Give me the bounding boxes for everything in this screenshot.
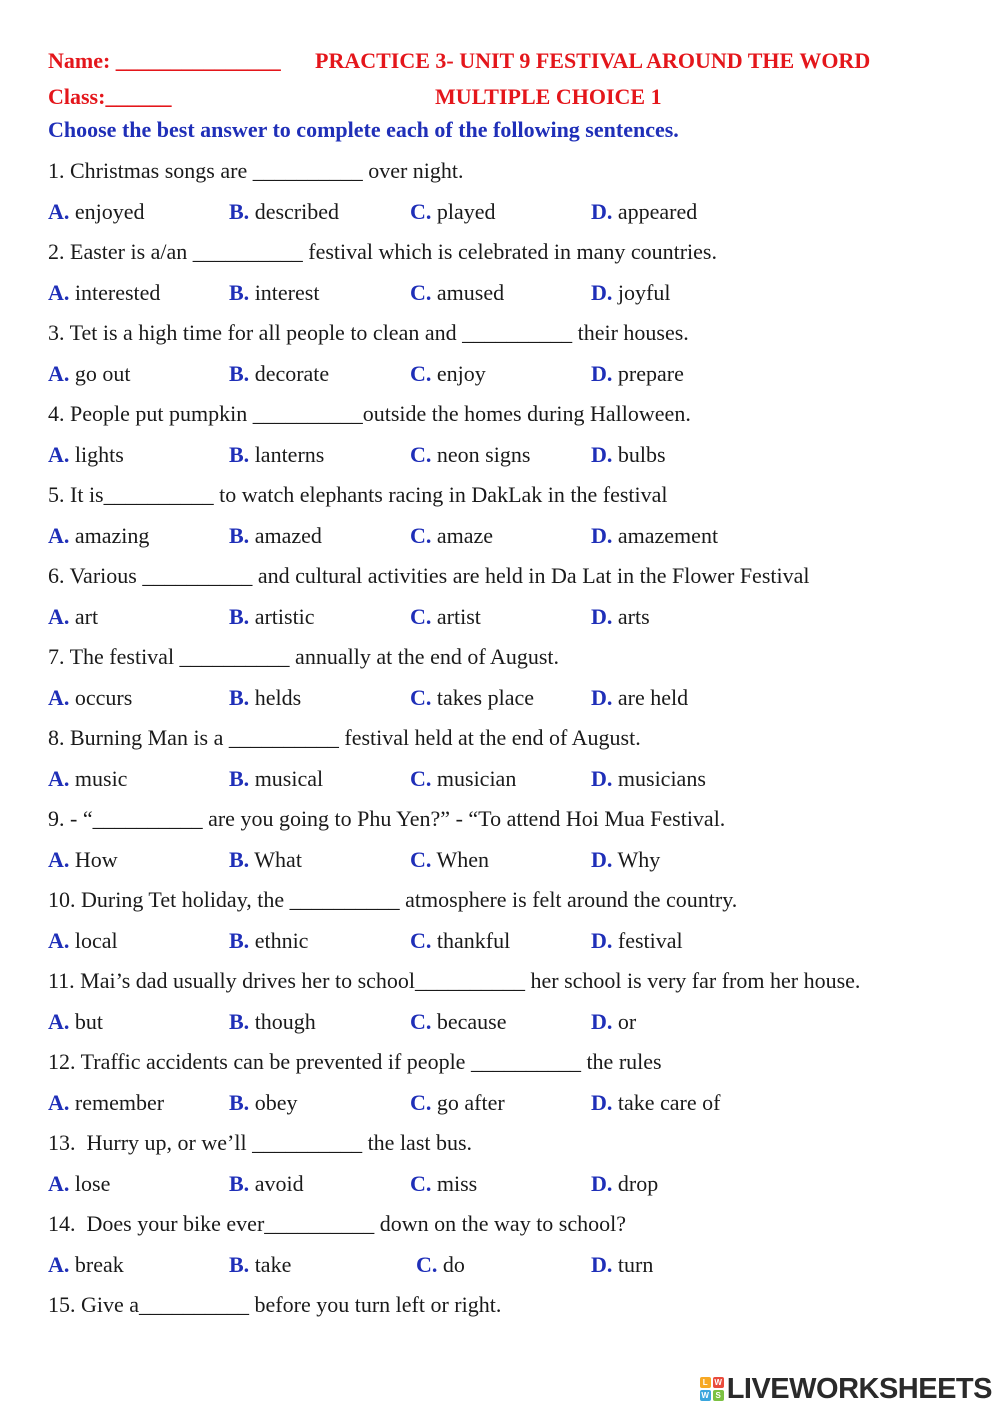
option-text: takes place — [436, 684, 534, 710]
option-text: thankful — [436, 927, 511, 953]
option-text: Why — [617, 846, 661, 872]
option-letter: C. — [410, 198, 432, 224]
question-7-option-d[interactable] — [591, 684, 688, 712]
option-letter: C. — [410, 846, 432, 872]
option-letter: B. — [229, 765, 250, 791]
option-letter: D. — [591, 765, 613, 791]
option-text: amused — [436, 279, 505, 305]
option-text: musicians — [617, 765, 706, 791]
question-2-option-b[interactable] — [229, 279, 319, 307]
option-letter: D. — [591, 846, 613, 872]
question-14-option-c[interactable] — [416, 1251, 465, 1279]
question-14-option-a[interactable] — [48, 1251, 124, 1279]
option-letter: B. — [229, 1008, 250, 1034]
option-text: remember — [74, 1089, 165, 1115]
option-text: decorate — [254, 360, 330, 386]
option-letter: C. — [410, 1089, 432, 1115]
option-text: occurs — [74, 684, 133, 710]
question-14-option-d[interactable] — [591, 1251, 653, 1279]
option-letter: C. — [410, 1170, 432, 1196]
question-3-option-c[interactable] — [410, 360, 486, 388]
option-letter: D. — [591, 522, 613, 548]
question-11-text: 11. Mai’s dad usually drives her to school__________ her school is very far from her house. — [48, 968, 861, 993]
question-6-option-d[interactable] — [591, 603, 650, 631]
option-letter: C. — [416, 1251, 438, 1277]
question-1-option-a[interactable] — [48, 198, 145, 226]
option-text: do — [442, 1251, 465, 1277]
question-5-option-a[interactable] — [48, 522, 149, 550]
liveworksheets-logo — [700, 1373, 992, 1405]
question-4-option-a[interactable] — [48, 441, 124, 469]
option-text: miss — [436, 1170, 478, 1196]
option-letter: C. — [410, 441, 432, 467]
option-text: lanterns — [254, 441, 325, 467]
question-13-text: 13. Hurry up, or we’ll __________ the last bus. — [48, 1130, 473, 1155]
question-12-options — [48, 1089, 968, 1130]
option-text: obey — [254, 1089, 298, 1115]
option-text: take care of — [617, 1089, 721, 1115]
question-7-text: 7. The festival __________ annually at the end of August. — [48, 644, 560, 669]
option-letter: D. — [591, 927, 613, 953]
option-letter: B. — [229, 198, 250, 224]
option-letter: D. — [591, 198, 613, 224]
option-letter: B. — [229, 522, 250, 548]
question-8-option-c[interactable] — [410, 765, 516, 793]
option-text: prepare — [617, 360, 684, 386]
option-text: What — [254, 846, 302, 872]
logo-tile: L — [700, 1377, 711, 1388]
option-letter: A. — [48, 1170, 70, 1196]
option-text: lose — [74, 1170, 111, 1196]
option-text: arts — [617, 603, 650, 629]
option-text: break — [74, 1251, 124, 1277]
option-text: art — [74, 603, 99, 629]
question-15-text: 15. Give a__________ before you turn left or right. — [48, 1292, 502, 1317]
option-letter: C. — [410, 765, 432, 791]
option-letter: B. — [229, 441, 250, 467]
question-7-option-b[interactable] — [229, 684, 301, 712]
option-letter: B. — [229, 279, 250, 305]
option-letter: D. — [591, 1089, 613, 1115]
option-text: artistic — [254, 603, 315, 629]
option-letter: A. — [48, 441, 70, 467]
option-letter: A. — [48, 1008, 70, 1034]
option-letter: D. — [591, 441, 613, 467]
option-text: music — [74, 765, 128, 791]
question-12-option-d[interactable] — [591, 1089, 720, 1117]
logo-tile: W — [701, 1391, 709, 1400]
question-3-options — [48, 360, 968, 401]
option-text: helds — [254, 684, 302, 710]
logo-tile: W — [714, 1378, 722, 1387]
option-letter: A. — [48, 684, 70, 710]
worksheet-subtitle: MULTIPLE CHOICE 1 — [435, 84, 662, 109]
question-10-option-b[interactable] — [229, 927, 308, 955]
option-letter: A. — [48, 360, 70, 386]
option-letter: A. — [48, 522, 70, 548]
question-9-text: 9. - “__________ are you going to Phu Yen?” - “To attend Hoi Mua Festival. — [48, 806, 726, 831]
question-list — [48, 157, 968, 1332]
question-11-option-c[interactable] — [410, 1008, 507, 1036]
option-letter: B. — [229, 1170, 250, 1196]
option-letter: A. — [48, 603, 70, 629]
question-1-option-b[interactable] — [229, 198, 339, 226]
option-text: How — [74, 846, 118, 872]
option-letter: C. — [410, 603, 432, 629]
option-text: bulbs — [617, 441, 666, 467]
question-9-option-c[interactable] — [410, 846, 489, 874]
worksheet-title: PRACTICE 3- UNIT 9 FESTIVAL AROUND THE WORD — [315, 48, 871, 73]
option-text: go after — [436, 1089, 505, 1115]
question-10-option-d[interactable] — [591, 927, 683, 955]
question-6-option-b[interactable] — [229, 603, 315, 631]
option-letter: D. — [591, 1251, 613, 1277]
option-letter: B. — [229, 846, 250, 872]
question-14-option-b[interactable] — [229, 1251, 291, 1279]
option-letter: A. — [48, 1251, 70, 1277]
option-letter: D. — [591, 684, 613, 710]
option-text: take — [254, 1251, 292, 1277]
question-13-option-b[interactable] — [229, 1170, 304, 1198]
logo-tile: S — [713, 1390, 724, 1401]
question-11-options — [48, 1008, 968, 1049]
option-text: avoid — [254, 1170, 304, 1196]
question-9-option-d[interactable] — [591, 846, 660, 874]
option-text: because — [436, 1008, 507, 1034]
option-text: When — [436, 846, 490, 872]
question-11-option-a[interactable] — [48, 1008, 103, 1036]
option-letter: B. — [229, 1251, 250, 1277]
question-6-option-a[interactable] — [48, 603, 98, 631]
option-letter: D. — [591, 1170, 613, 1196]
option-text: are held — [617, 684, 689, 710]
question-10-options — [48, 927, 968, 968]
question-1-option-d[interactable] — [591, 198, 697, 226]
option-text: though — [254, 1008, 316, 1034]
question-5-text: 5. It is__________ to watch elephants racing in DakLak in the festival — [48, 482, 668, 507]
question-8-options — [48, 765, 968, 806]
option-letter: A. — [48, 1089, 70, 1115]
question-4-text: 4. People put pumpkin __________outside the homes during Halloween. — [48, 401, 691, 426]
option-text: or — [617, 1008, 637, 1034]
option-text: ethnic — [254, 927, 309, 953]
question-2-options — [48, 279, 968, 320]
option-text: amaze — [436, 522, 494, 548]
question-5-options — [48, 522, 968, 563]
question-2-option-d[interactable] — [591, 279, 670, 307]
question-3-text: 3. Tet is a high time for all people to clean and __________ their houses. — [48, 320, 689, 345]
question-2-text: 2. Easter is a/an __________ festival which is celebrated in many countries. — [48, 239, 717, 264]
question-13-option-a[interactable] — [48, 1170, 110, 1198]
option-letter: A. — [48, 927, 70, 953]
option-text: interest — [254, 279, 320, 305]
option-text: drop — [617, 1170, 659, 1196]
question-8-option-b[interactable] — [229, 765, 323, 793]
question-3-option-b[interactable] — [229, 360, 329, 388]
option-letter: A. — [48, 279, 70, 305]
question-4-option-c[interactable] — [410, 441, 530, 469]
option-letter: C. — [410, 927, 432, 953]
option-letter: D. — [591, 1008, 613, 1034]
question-4-options — [48, 441, 968, 482]
option-letter: C. — [410, 279, 432, 305]
question-12-option-c[interactable] — [410, 1089, 505, 1117]
question-3-option-d[interactable] — [591, 360, 684, 388]
question-10-option-a[interactable] — [48, 927, 118, 955]
option-letter: B. — [229, 927, 250, 953]
instruction-text: Choose the best answer to complete each of the following sentences. — [48, 117, 679, 142]
option-letter: B. — [229, 360, 250, 386]
question-8-text: 8. Burning Man is a __________ festival held at the end of August. — [48, 725, 641, 750]
option-text: appeared — [617, 198, 698, 224]
option-text: described — [254, 198, 339, 224]
question-12-text: 12. Traffic accidents can be prevented if people __________ the rules — [48, 1049, 662, 1074]
question-11-option-b[interactable] — [229, 1008, 316, 1036]
option-letter: C. — [410, 1008, 432, 1034]
question-2-option-a[interactable] — [48, 279, 160, 307]
question-9-options — [48, 846, 968, 887]
option-text: neon signs — [436, 441, 531, 467]
liveworksheets-logo-icon — [700, 1377, 724, 1401]
question-10-text: 10. During Tet holiday, the __________ atmosphere is felt around the country. — [48, 887, 738, 912]
option-letter: A. — [48, 765, 70, 791]
question-12-option-b[interactable] — [229, 1089, 297, 1117]
option-text: interested — [74, 279, 161, 305]
question-1-options — [48, 198, 968, 239]
question-11-option-d[interactable] — [591, 1008, 636, 1036]
option-text: turn — [617, 1251, 654, 1277]
option-text: go out — [74, 360, 131, 386]
option-text: amazing — [74, 522, 150, 548]
option-letter: A. — [48, 198, 70, 224]
option-text: enjoyed — [74, 198, 145, 224]
class-field-label: Class:______ — [48, 84, 172, 109]
name-field-label: Name: _______________ — [48, 48, 281, 73]
question-6-text: 6. Various __________ and cultural activities are held in Da Lat in the Flower Festival — [48, 563, 810, 588]
question-12-option-a[interactable] — [48, 1089, 164, 1117]
option-letter: C. — [410, 684, 432, 710]
question-14-text: 14. Does your bike ever__________ down on the way to school? — [48, 1211, 627, 1236]
option-text: enjoy — [436, 360, 486, 386]
question-5-option-b[interactable] — [229, 522, 322, 550]
question-1-option-c[interactable] — [410, 198, 496, 226]
option-text: musician — [436, 765, 517, 791]
option-text: lights — [74, 441, 124, 467]
option-text: musical — [254, 765, 324, 791]
question-5-option-c[interactable] — [410, 522, 493, 550]
question-2-option-c[interactable] — [410, 279, 504, 307]
question-13-options — [48, 1170, 968, 1211]
question-7-options — [48, 684, 968, 725]
option-text: but — [74, 1008, 104, 1034]
question-6-options — [48, 603, 968, 644]
option-letter: D. — [591, 360, 613, 386]
option-letter: C. — [410, 360, 432, 386]
option-letter: B. — [229, 603, 250, 629]
option-text: artist — [436, 603, 481, 629]
question-7-option-a[interactable] — [48, 684, 132, 712]
option-text: joyful — [617, 279, 671, 305]
question-14-options — [48, 1251, 968, 1292]
logo-text: LIVEWORKSHEETS — [726, 1372, 992, 1405]
option-letter: B. — [229, 1089, 250, 1115]
question-8-option-d[interactable] — [591, 765, 706, 793]
question-9-option-a[interactable] — [48, 846, 118, 874]
option-letter: B. — [229, 684, 250, 710]
option-text: amazement — [617, 522, 719, 548]
question-13-option-d[interactable] — [591, 1170, 658, 1198]
option-text: local — [74, 927, 118, 953]
option-text: played — [436, 198, 496, 224]
question-10-option-c[interactable] — [410, 927, 510, 955]
question-4-option-d[interactable] — [591, 441, 666, 469]
question-5-option-d[interactable] — [591, 522, 718, 550]
question-8-option-a[interactable] — [48, 765, 127, 793]
option-letter: D. — [591, 603, 613, 629]
question-4-option-b[interactable] — [229, 441, 324, 469]
question-9-option-b[interactable] — [229, 846, 302, 874]
question-1-text: 1. Christmas songs are __________ over night. — [48, 158, 464, 183]
question-13-option-c[interactable] — [410, 1170, 477, 1198]
option-text: amazed — [254, 522, 322, 548]
option-letter: A. — [48, 846, 70, 872]
question-7-option-c[interactable] — [410, 684, 534, 712]
option-letter: C. — [410, 522, 432, 548]
question-6-option-c[interactable] — [410, 603, 481, 631]
option-text: festival — [617, 927, 683, 953]
question-3-option-a[interactable] — [48, 360, 131, 388]
option-letter: D. — [591, 279, 613, 305]
